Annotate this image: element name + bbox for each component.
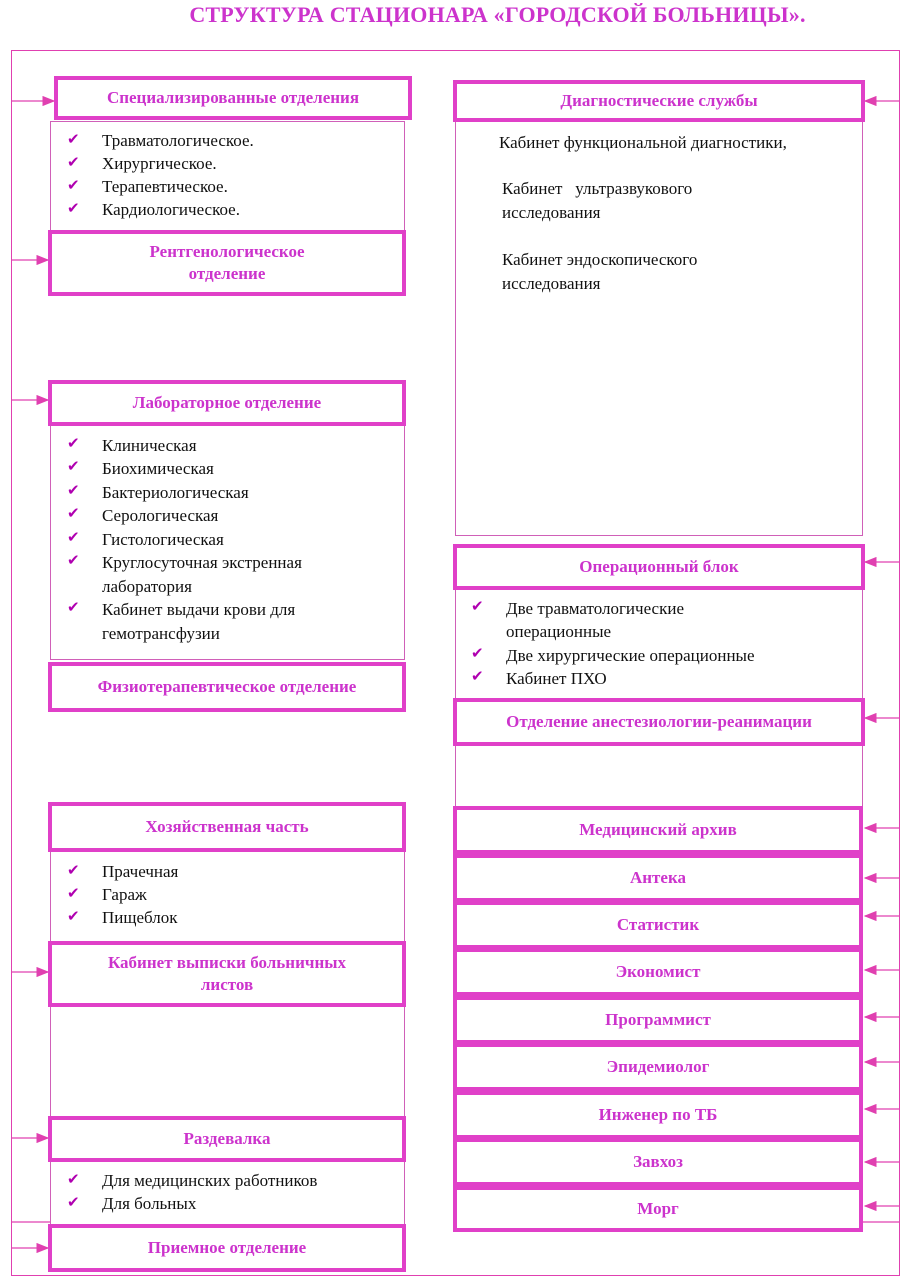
service-box-epidemiologist: Эпидемиолог bbox=[453, 1043, 863, 1091]
checkmark-icon: ✔ bbox=[67, 529, 80, 546]
cloakroom-header: Раздевалка bbox=[48, 1116, 406, 1162]
diagnostics-body bbox=[455, 120, 863, 536]
specialized-list bbox=[67, 130, 397, 222]
diagnostics-item: Кабинет ультразвукового исследования bbox=[502, 179, 693, 222]
list-item: ✔ Клиническая bbox=[67, 436, 197, 455]
list-item: ✔ Травматологическое. bbox=[67, 131, 254, 150]
checkmark-icon: ✔ bbox=[67, 863, 80, 879]
list-item: ✔ Терапевтическое. bbox=[67, 176, 228, 196]
list-item: ✔ Для медицинских работников bbox=[67, 1171, 318, 1190]
checkmark-icon: ✔ bbox=[67, 154, 80, 171]
checkmark-icon: ✔ bbox=[67, 1194, 80, 1211]
list-item: ✔ Бактериологическая bbox=[67, 482, 249, 502]
checkmark-icon: ✔ bbox=[471, 645, 484, 662]
checkmark-icon: ✔ bbox=[67, 553, 80, 570]
page-title: СТРУКТУРА СТАЦИОНАРА «ГОРОДСКОЙ БОЛЬНИЦЫ». bbox=[189, 2, 806, 27]
anesthesia-department-header: Отделение анестезиологии-реанимации bbox=[453, 698, 865, 746]
checkmark-icon: ✔ bbox=[67, 506, 80, 523]
checkmark-icon: ✔ bbox=[67, 459, 80, 476]
list-item: ✔ Пищеблок bbox=[67, 907, 178, 927]
list-item: ✔ Гистологическая bbox=[67, 529, 224, 549]
checkmark-icon: ✔ bbox=[67, 436, 80, 452]
service-box-pharmacy: Антека bbox=[453, 854, 863, 902]
xray-department-header: Рентгенологическое отделение bbox=[48, 230, 406, 296]
checkmark-icon: ✔ bbox=[67, 132, 80, 148]
cloakroom-list-box bbox=[50, 1160, 405, 1226]
checkmark-icon: ✔ bbox=[67, 908, 80, 925]
service-box-medical-archive: Медицинский архив bbox=[453, 806, 863, 854]
operating-list-box bbox=[455, 588, 863, 703]
lab-list bbox=[67, 434, 397, 645]
service-box-programmer: Программист bbox=[453, 996, 863, 1044]
list-item: ✔ Две хирургические операционные bbox=[471, 645, 755, 665]
operating-list bbox=[471, 597, 856, 691]
specialized-list-box bbox=[50, 121, 405, 233]
list-item: ✔ Круглосуточная экстренная лаборатория bbox=[67, 553, 302, 596]
lab-list-box bbox=[50, 424, 405, 660]
checkmark-icon: ✔ bbox=[67, 885, 80, 902]
service-box-supply-manager: Завхоз bbox=[453, 1138, 863, 1186]
specialized-departments-header: Специализированные отделения bbox=[54, 76, 412, 120]
list-item: ✔ Кабинет ПХО bbox=[471, 669, 607, 689]
list-item: ✔ Хирургическое. bbox=[67, 153, 217, 173]
checkmark-icon: ✔ bbox=[67, 177, 80, 194]
list-item: ✔ Кардиологическое. bbox=[67, 199, 240, 219]
checkmark-icon: ✔ bbox=[471, 599, 484, 615]
anesthesia-body bbox=[455, 744, 863, 808]
reception-department-header: Приемное отделение bbox=[48, 1224, 406, 1272]
household-list bbox=[67, 861, 397, 930]
diagnostics-item: Кабинет функциональной диагностики, bbox=[499, 133, 787, 152]
checkmark-icon: ✔ bbox=[471, 669, 484, 686]
diagnostics-item: Кабинет эндоскопического исследования bbox=[502, 250, 698, 293]
cloakroom-list bbox=[67, 1170, 397, 1216]
list-item: ✔ Гараж bbox=[67, 884, 147, 904]
household-list-box bbox=[50, 850, 405, 944]
list-item: ✔ Прачечная bbox=[67, 862, 179, 881]
service-box-statistician: Статистик bbox=[453, 901, 863, 949]
lab-department-header: Лабораторное отделение bbox=[48, 380, 406, 426]
diagnostic-services-header: Диагностические службы bbox=[453, 80, 865, 122]
checkmark-icon: ✔ bbox=[67, 600, 80, 617]
checkmark-icon: ✔ bbox=[67, 200, 80, 217]
list-item: ✔ Серологическая bbox=[67, 506, 219, 526]
list-item: ✔ Биохимическая bbox=[67, 459, 214, 479]
sick-leave-body bbox=[50, 1004, 405, 1122]
list-item: ✔ Для больных bbox=[67, 1193, 197, 1213]
list-item: ✔ Две травматологические операционные bbox=[471, 599, 684, 642]
service-box-economist: Экономист bbox=[453, 948, 863, 996]
sick-leave-office-header: Кабинет выписки больничных листов bbox=[48, 941, 406, 1007]
checkmark-icon: ✔ bbox=[67, 482, 80, 499]
list-item: ✔ Кабинет выдачи крови для гемотрансфузии bbox=[67, 600, 296, 643]
service-box-morgue: Морг bbox=[453, 1186, 863, 1232]
operating-block-header: Операционный блок bbox=[453, 544, 865, 590]
checkmark-icon: ✔ bbox=[67, 1172, 80, 1188]
physiotherapy-department-header: Физиотерапевтическое отделение bbox=[48, 662, 406, 712]
service-box-safety-engineer: Инженер по ТБ bbox=[453, 1091, 863, 1139]
household-header: Хозяйственная часть bbox=[48, 802, 406, 852]
